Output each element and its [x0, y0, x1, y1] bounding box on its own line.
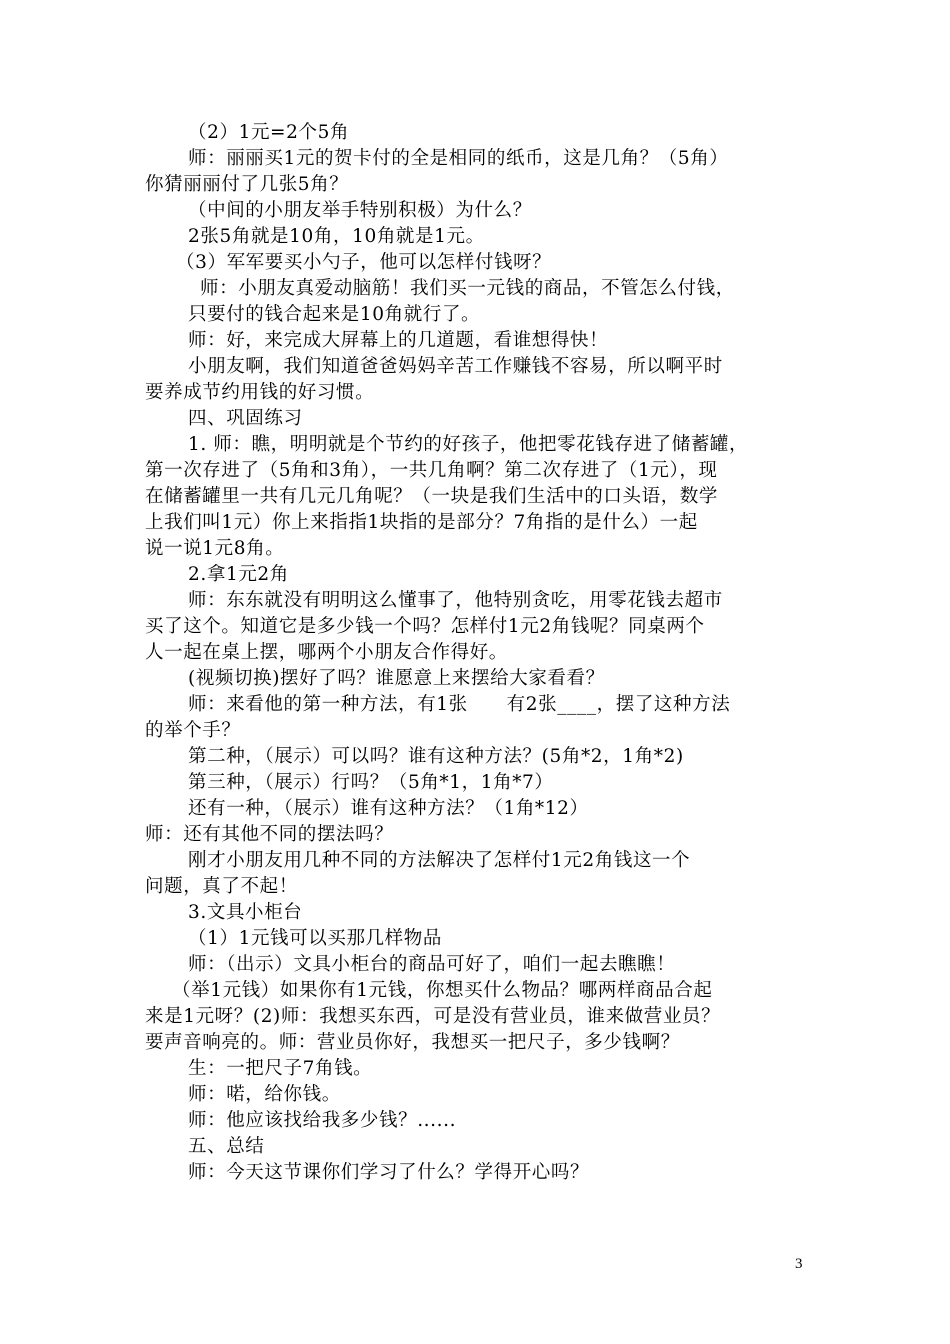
text-line: 师：好，来完成大屏幕上的几道题，看谁想得快！ [188, 330, 609, 351]
text-line: 第一次存进了（5角和3角），一共几角啊？第二次存进了（1元），现 [145, 460, 718, 481]
text-line: （2）1元=2个5角 [188, 122, 350, 143]
text-line: 来是1元呀？(2)师：我想买东西，可是没有营业员，谁来做营业员？ [145, 1006, 721, 1027]
text-line: 师：丽丽买1元的贺卡付的全是相同的纸币，这是几角？（5角） [188, 148, 729, 169]
text-line: 要养成节约用钱的好习惯。 [145, 382, 375, 403]
text-line: (视频切换)摆好了吗？谁愿意上来摆给大家看看？ [188, 668, 605, 689]
text-line: 第二种，（展示）可以吗？谁有这种方法？(5角*2，1角*2) [188, 746, 684, 767]
text-line: 还有一种，（展示）谁有这种方法？（1角*12） [188, 798, 589, 819]
text-line: （中间的小朋友举手特别积极）为什么？ [188, 200, 532, 221]
text-line: 师：他应该找给我多少钱？...... [188, 1110, 457, 1131]
subsection-heading: 3.文具小柜台 [188, 902, 303, 923]
text-line: （3）军军要买小勺子，他可以怎样付钱呀？ [176, 252, 552, 273]
text-line: 在储蓄罐里一共有几元几角呢？（一块是我们生活中的口头语，数学 [145, 486, 719, 507]
text-line: 师：（出示）文具小柜台的商品可好了，咱们一起去瞧瞧！ [188, 954, 676, 975]
subsection-heading: 2.拿1元2角 [188, 564, 289, 585]
text-line: 1. 师：瞧，明明就是个节约的好孩子，他把零花钱存进了储蓄罐， [188, 434, 749, 455]
text-line: 师：喏，给你钱。 [188, 1084, 341, 1105]
section-heading: 五、总结 [188, 1136, 265, 1157]
text-line: 要声音响亮的。师：营业员你好，我想买一把尺子，多少钱啊？ [145, 1032, 680, 1053]
text-line: 小朋友啊，我们知道爸爸妈妈辛苦工作赚钱不容易，所以啊平时 [188, 356, 723, 377]
text-line: 师：来看他的第一种方法，有1张 有2张____，摆了这种方法 [188, 694, 731, 715]
text-line: （举1元钱）如果你有1元钱，你想买什么物品？哪两样商品合起 [172, 980, 713, 1001]
text-line: 问题，真了不起！ [145, 876, 298, 897]
text-line: 师：东东就没有明明这么懂事了，他特别贪吃，用零花钱去超市 [188, 590, 723, 611]
text-line: 说一说1元8角。 [145, 538, 285, 559]
text-line: 的举个手？ [145, 720, 241, 741]
text-line: 师：小朋友真爱动脑筋！我们买一元钱的商品，不管怎么付钱， [200, 278, 735, 299]
text-line: 生：一把尺子7角钱。 [188, 1058, 373, 1079]
text-line: 2张5角就是10角，10角就是1元。 [188, 226, 485, 247]
text-line: 第三种，（展示）行吗？（5角*1，1角*7） [188, 772, 554, 793]
text-line: 上我们叫1元）你上来指指1块指的是部分？7角指的是什么）一起 [145, 512, 698, 533]
text-line: 买了这个。知道它是多少钱一个吗？怎样付1元2角钱呢？同桌两个 [145, 616, 705, 637]
text-line: 师：今天这节课你们学习了什么？学得开心吗？ [188, 1162, 590, 1183]
text-line: 师：还有其他不同的摆法吗？ [145, 824, 394, 845]
text-line: 人一起在桌上摆，哪两个小朋友合作得好。 [145, 642, 508, 663]
page-number: 3 [795, 1256, 804, 1272]
text-line: 刚才小朋友用几种不同的方法解决了怎样付1元2角钱这一个 [188, 850, 691, 871]
text-line: 只要付的钱合起来是10角就行了。 [188, 304, 481, 325]
text-line: （1）1元钱可以买那几样物品 [188, 928, 442, 949]
section-heading: 四、巩固练习 [188, 408, 303, 429]
text-line: 你猜丽丽付了几张5角？ [145, 174, 349, 195]
